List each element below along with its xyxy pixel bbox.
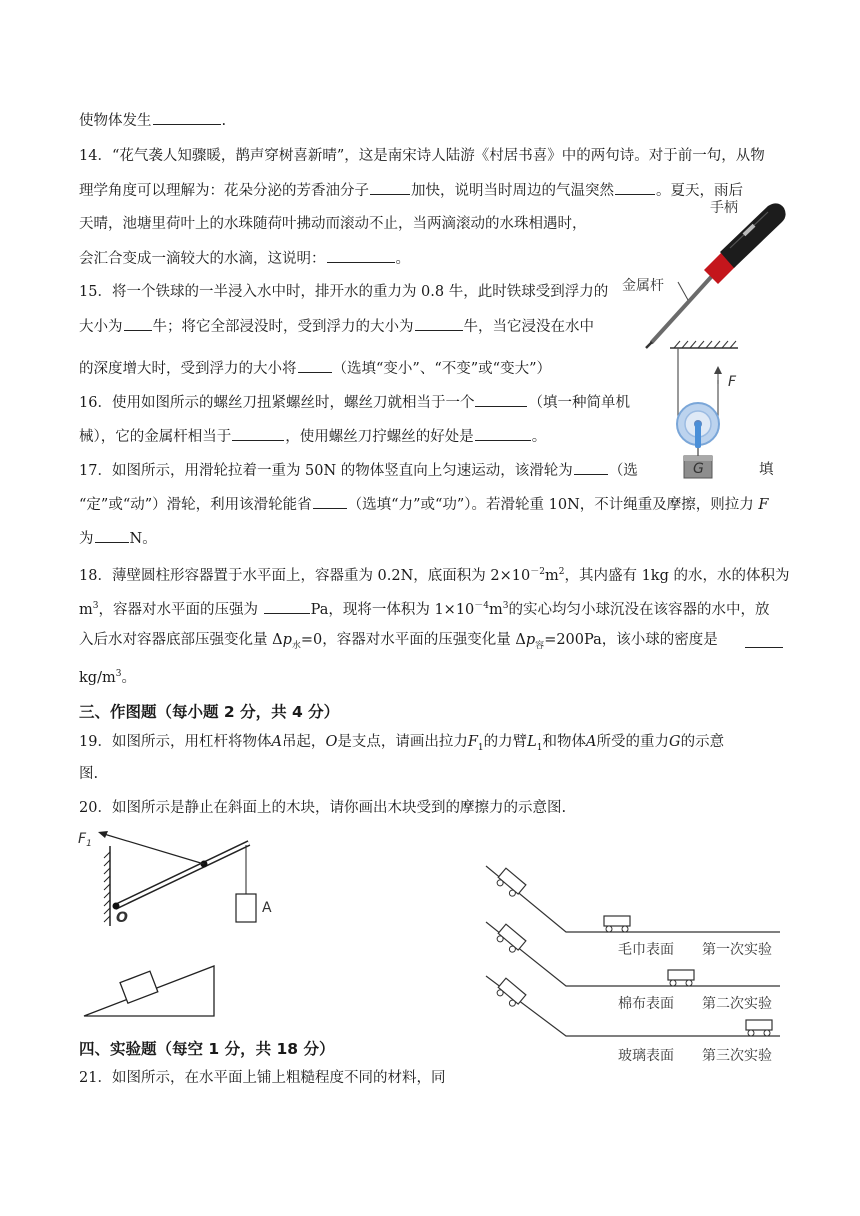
force-label: F bbox=[728, 374, 737, 390]
force-label: $F_1$ bbox=[78, 831, 92, 849]
q19-line1: 19．如图所示，用杠杆将物体A吊起，O是支点，请画出拉力$F_1$的力臂$L_1$和物体A所受的重力G的示意 bbox=[79, 734, 725, 753]
surface-label: 毛巾表面 bbox=[618, 942, 674, 958]
cart-icon bbox=[746, 1020, 772, 1036]
rod-pointer-line bbox=[678, 282, 688, 300]
trial-label: 第二次实验 bbox=[702, 996, 772, 1012]
trial-row-3 bbox=[486, 976, 780, 1064]
q17-fill-word: 填 bbox=[759, 462, 774, 478]
q18-line1: 18．薄壁圆柱形容器置于水平面上，容器重为 0.2N，底面积为 $2\times 10^{-2}m^2$，其内盛有 1kg 的水，水的体积为 bbox=[79, 567, 790, 584]
q15-line2: 大小为 牛；将它全部浸没时，受到浮力的大小为 牛，当它浸没在水中 bbox=[79, 316, 594, 337]
q15-line1: 15．将一个铁球的一半浸入水中时，排开水的重力为 0.8 牛，此时铁球受到浮力的 bbox=[79, 284, 609, 300]
pulley-figure bbox=[664, 340, 744, 485]
q14-line4: 会汇合变成一滴较大的水滴，这说明： 。 bbox=[79, 248, 410, 269]
section-heading-experiment: 四、实验题（每空 1 分，共 18 分） bbox=[79, 1040, 335, 1058]
object-a-block bbox=[236, 894, 256, 922]
answer-blank[interactable] bbox=[327, 248, 395, 263]
q21-line: 21．如图所示，在水平面上铺上粗糙程度不同的材料，同 bbox=[79, 1070, 446, 1086]
q13-tail: 使物体发生 . bbox=[79, 110, 226, 131]
answer-blank[interactable] bbox=[574, 460, 608, 475]
trial-label: 第一次实验 bbox=[702, 942, 772, 958]
trial-row-1 bbox=[486, 866, 780, 958]
q17-line3: 为 N。 bbox=[79, 528, 157, 549]
cart-icon bbox=[604, 916, 630, 932]
rod-label: 金属杆 bbox=[622, 278, 664, 294]
force-arrow-icon bbox=[98, 831, 204, 864]
pivot-point bbox=[113, 903, 120, 910]
answer-blank[interactable] bbox=[95, 528, 129, 543]
object-label: A bbox=[262, 900, 272, 916]
q17-line1: 17．如图所示，用滑轮拉着一重为 50N 的物体竖直向上匀速运动，该滑轮为 （选 bbox=[79, 460, 638, 481]
wooden-block bbox=[120, 971, 158, 1003]
q15-line3: 的深度增大时，受到浮力的大小将 （选填“变小”、“不变”或“变大”） bbox=[79, 358, 551, 379]
trial-row-2 bbox=[486, 922, 780, 1012]
cart-icon bbox=[494, 978, 525, 1009]
answer-blank[interactable] bbox=[745, 633, 783, 648]
q20-line: 20．如图所示是静止在斜面上的木块，请你画出木块受到的摩擦力的示意图. bbox=[79, 800, 567, 816]
cart-icon bbox=[668, 970, 694, 986]
force-arrow-icon bbox=[714, 366, 722, 384]
incline-figure bbox=[80, 960, 220, 1020]
answer-blank[interactable] bbox=[475, 426, 531, 441]
handle-label: 手柄 bbox=[710, 200, 738, 216]
answer-blank[interactable] bbox=[475, 392, 527, 407]
answer-blank[interactable] bbox=[298, 358, 332, 373]
trial-label: 第三次实验 bbox=[702, 1048, 772, 1064]
answer-blank[interactable] bbox=[313, 494, 347, 509]
q14-line3: 天晴，池塘里荷叶上的水珠随荷叶拂动而滚动不止，当两滴滚动的水珠相遇时， bbox=[79, 216, 587, 232]
answer-blank[interactable] bbox=[370, 180, 410, 195]
q14-line2: 理学角度可以理解为：花朵分泌的芳香油分子 加快，说明当时周边的气温突然 。夏天，雨后 bbox=[79, 180, 743, 201]
pivot-label: O bbox=[116, 910, 128, 926]
q18-line3: 入后水对容器底部压强变化量 $\Delta p_水=0$，容器对水平面的压强变化量 $\Delta p_容=200Pa$，该小球的密度是 bbox=[79, 632, 718, 651]
q17-line2: “定”或“动”）滑轮，利用该滑轮能省 （选填“力”或“功”）。若滑轮重 10N，不计绳重及摩擦，则拉力 F bbox=[79, 494, 768, 515]
screwdriver-icon bbox=[646, 203, 786, 348]
q16-line2: 械），它的金属杆相当于 ，使用螺丝刀拧螺丝的好处是 。 bbox=[79, 426, 546, 447]
pulley-wheel-icon bbox=[677, 403, 719, 448]
surface-label: 玻璃表面 bbox=[618, 1048, 674, 1064]
section-heading-drawing: 三、作图题（每小题 2 分，共 4 分） bbox=[79, 703, 340, 721]
weight-label: G bbox=[693, 461, 704, 477]
answer-blank[interactable] bbox=[153, 110, 221, 125]
friction-experiment-figure bbox=[480, 860, 790, 1070]
q16-line1: 16．使用如图所示的螺丝刀扭紧螺丝时，螺丝刀就相当于一个 （填一种简单机 bbox=[79, 392, 630, 413]
lever-figure bbox=[74, 826, 294, 930]
q19-line2: 图. bbox=[79, 766, 99, 782]
lever-rod bbox=[115, 843, 249, 907]
cart-icon bbox=[494, 868, 525, 899]
answer-blank[interactable] bbox=[264, 599, 310, 614]
screwdriver-figure bbox=[618, 192, 788, 352]
answer-blank[interactable] bbox=[232, 426, 284, 441]
q14-line1: 14．“花气袭人知骤暖，鹊声穿树喜新晴”，这是南宋诗人陆游《村居书喜》中的两句诗。对于前一句，从物 bbox=[79, 148, 765, 164]
surface-label: 棉布表面 bbox=[618, 996, 674, 1012]
q18-line2: $m^3$，容器对水平面的压强为 Pa，现将一体积为 $1\times 10^{-4}m^3$的实心均匀小球沉没在该容器的水中，放 bbox=[79, 596, 770, 620]
answer-blank[interactable] bbox=[124, 316, 152, 331]
answer-blank[interactable] bbox=[415, 316, 463, 331]
q18-line4: $kg/m^3$。 bbox=[79, 669, 136, 686]
